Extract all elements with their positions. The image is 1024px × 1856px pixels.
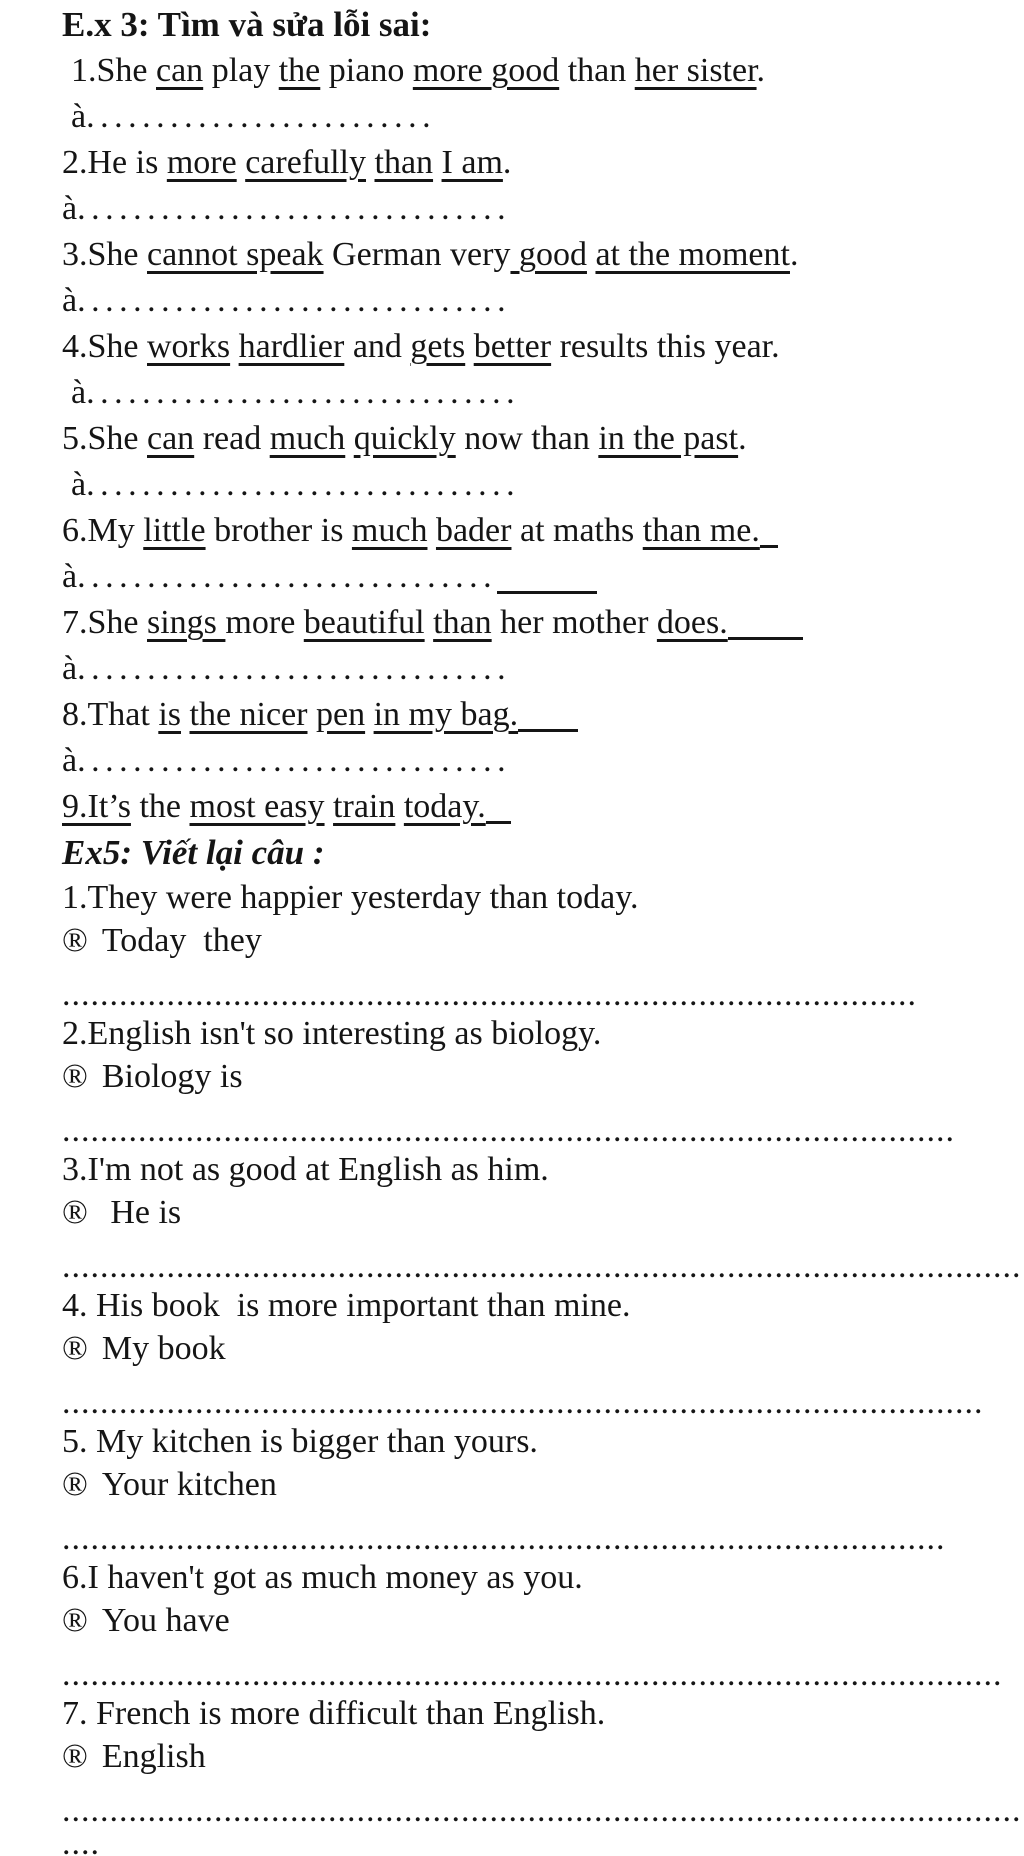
rewrite-start-text: Today they bbox=[101, 922, 262, 959]
underlined-error-word: much bbox=[269, 420, 346, 457]
ex3-sentence bbox=[62, 232, 1024, 278]
answer-dots: .............................................................................................. bbox=[62, 1114, 955, 1148]
arrow-char: à bbox=[62, 650, 78, 687]
sentence-text: German very bbox=[323, 236, 511, 273]
sentence-text: more bbox=[225, 604, 304, 641]
underlined-error-word: pen bbox=[316, 696, 366, 733]
sentence-text: and bbox=[344, 328, 411, 365]
ex5-sentence: 7. French is more difficult than English. bbox=[62, 1695, 606, 1732]
sentence-text: piano bbox=[320, 52, 413, 89]
ex3-sentence bbox=[62, 48, 1024, 94]
underlined-error-word: much bbox=[351, 512, 428, 549]
ex5-sentence: 4. His book is more important than mine. bbox=[62, 1287, 631, 1324]
ex3-answer-line bbox=[62, 554, 1024, 600]
sentence-text: 6.My bbox=[62, 512, 144, 549]
arrow-char: à bbox=[71, 98, 87, 135]
underlined-error-word: can bbox=[147, 420, 195, 457]
arrow-char: à bbox=[62, 742, 78, 779]
ex5-sentence: 2.English isn't so interesting as biology. bbox=[62, 1015, 602, 1052]
underlined-error-word: cannot speak bbox=[147, 236, 324, 273]
exercise-3-body bbox=[62, 48, 1024, 830]
ex3-sentence bbox=[62, 416, 1024, 462]
ex3-sentence bbox=[62, 600, 1024, 646]
rewrite-start-text: English bbox=[101, 1738, 206, 1775]
sentence-text bbox=[433, 144, 442, 181]
sentence-text: brother is bbox=[205, 512, 352, 549]
underlined-error-word: gets bbox=[410, 328, 466, 365]
answer-dotted-line bbox=[62, 1250, 1024, 1284]
sentence-text bbox=[427, 512, 436, 549]
sentence-text: read bbox=[194, 420, 270, 457]
ex3-sentence bbox=[62, 508, 1024, 554]
answer-dots: ................................................................................................... bbox=[62, 1658, 1003, 1692]
rewrite-start-text: Biology is bbox=[101, 1058, 243, 1095]
answer-dotted-line bbox=[62, 1794, 1024, 1828]
ex5-sentence: 6.I haven't got as much money as you. bbox=[62, 1559, 583, 1596]
ex3-sentence bbox=[62, 324, 1024, 370]
underlined-error-word: than bbox=[433, 604, 492, 641]
ex5-item bbox=[62, 1012, 1024, 1148]
blank-underline bbox=[486, 817, 511, 824]
underlined-error-word: than me. bbox=[642, 512, 760, 549]
sentence-text: . bbox=[756, 52, 766, 89]
sentence-text: 5.She bbox=[62, 420, 147, 457]
answer-dots: ................................................................................................. bbox=[62, 1386, 984, 1420]
underlined-error-word: is bbox=[158, 696, 181, 733]
ex5-rewrite-line bbox=[62, 1327, 1024, 1370]
arrow-char: à bbox=[62, 558, 78, 595]
ex5-rewrite-line bbox=[62, 1735, 1024, 1778]
arrow-char: ® bbox=[62, 1602, 88, 1639]
underlined-error-word: today. bbox=[403, 788, 486, 825]
answer-dotted-line bbox=[62, 978, 1024, 1012]
underlined-error-word: can bbox=[156, 52, 204, 89]
underlined-error-word: her sister bbox=[634, 52, 757, 89]
underlined-error-word: more good bbox=[412, 52, 560, 89]
underlined-error-word: most easy bbox=[189, 788, 325, 825]
underlined-error-word: more bbox=[166, 144, 237, 181]
underlined-error-word: I am bbox=[441, 144, 503, 181]
answer-dotted-line bbox=[62, 1658, 1024, 1692]
answer-dots: ............................................................................................. bbox=[62, 1522, 946, 1556]
underlined-error-word: the nicer bbox=[189, 696, 308, 733]
blank-underline bbox=[728, 633, 803, 640]
underlined-error-word: little bbox=[143, 512, 206, 549]
underlined-error-word: good bbox=[510, 236, 587, 273]
sentence-text: 4.She bbox=[62, 328, 147, 365]
ex3-sentence bbox=[62, 140, 1024, 186]
sentence-text bbox=[345, 420, 354, 457]
arrow-char: à bbox=[71, 466, 87, 503]
sentence-text: the bbox=[130, 788, 190, 825]
answer-dots: .......................................................................................... bbox=[62, 978, 917, 1012]
answer-dots: ..................................................................................................... bbox=[62, 1794, 1022, 1828]
answer-dots: ............................... bbox=[77, 282, 512, 319]
arrow-char: à bbox=[62, 190, 78, 227]
ex3-answer-line bbox=[62, 738, 1024, 784]
blank-underline bbox=[760, 541, 778, 548]
underlined-error-word: the bbox=[278, 52, 321, 89]
ex3-answer-line bbox=[62, 370, 1024, 416]
sentence-text: results this year. bbox=[551, 328, 780, 365]
answer-dots: ......................... bbox=[86, 98, 437, 135]
sentence-text bbox=[230, 328, 239, 365]
ex3-answer-line bbox=[62, 462, 1024, 508]
arrow-char: ® bbox=[62, 1738, 88, 1775]
sentence-text bbox=[237, 144, 246, 181]
arrow-char: à bbox=[71, 374, 87, 411]
rewrite-start-text: He is bbox=[101, 1194, 182, 1231]
sentence-text: . bbox=[789, 236, 799, 273]
sentence-text bbox=[325, 788, 334, 825]
sentence-text: her mother bbox=[491, 604, 657, 641]
sentence-text bbox=[365, 696, 374, 733]
exercise-3-section bbox=[62, 2, 1024, 830]
rewrite-start-text: My book bbox=[101, 1330, 226, 1367]
ex3-answer-line bbox=[62, 278, 1024, 324]
underlined-error-word: in my bag. bbox=[373, 696, 519, 733]
sentence-text bbox=[425, 604, 434, 641]
exercise-3-title: E.x 3: Tìm và sửa lỗi sai: bbox=[62, 5, 432, 44]
underlined-error-word: bader bbox=[435, 512, 512, 549]
exercise-5-body bbox=[62, 876, 1024, 1828]
rewrite-start-text: You have bbox=[101, 1602, 230, 1639]
sentence-text: . bbox=[502, 144, 512, 181]
underlined-error-word: in the past bbox=[598, 420, 739, 457]
sentence-text: . bbox=[738, 420, 747, 457]
sentence-text: 3.She bbox=[62, 236, 147, 273]
underlined-error-word: train bbox=[333, 788, 396, 825]
ex5-item bbox=[62, 876, 1024, 1012]
underlined-error-word: works bbox=[147, 328, 231, 365]
sentence-text: 1.She bbox=[71, 52, 156, 89]
ex5-sentence: 1.They were happier yesterday than today. bbox=[62, 879, 639, 916]
arrow-char: à bbox=[62, 282, 78, 319]
underlined-error-word: better bbox=[473, 328, 552, 365]
answer-dots: ............................... bbox=[77, 650, 512, 687]
sentence-text bbox=[308, 696, 317, 733]
arrow-char: ® bbox=[62, 1058, 88, 1095]
answer-dots: ............................... bbox=[77, 742, 512, 779]
answer-dots: ............................... bbox=[86, 466, 521, 503]
ex5-rewrite-line bbox=[62, 1463, 1024, 1506]
answer-dots: ............................... bbox=[86, 374, 521, 411]
blank-underline bbox=[518, 725, 578, 732]
ex5-item bbox=[62, 1148, 1024, 1284]
underlined-error-word: does. bbox=[656, 604, 728, 641]
answer-dots: .............................. bbox=[77, 558, 498, 595]
arrow-char: ® bbox=[62, 1194, 88, 1231]
answer-dotted-line bbox=[62, 1114, 1024, 1148]
ex5-item bbox=[62, 1692, 1024, 1828]
underlined-error-word: beautiful bbox=[303, 604, 425, 641]
sentence-text: now than bbox=[455, 420, 599, 457]
ex3-answer-line bbox=[62, 646, 1024, 692]
sentence-text: 8.That bbox=[62, 696, 159, 733]
ex5-sentence: 3.I'm not as good at English as him. bbox=[62, 1151, 549, 1188]
blank-underline bbox=[497, 587, 597, 594]
sentence-text bbox=[181, 696, 190, 733]
exercise-5-title: Ex5: Viết lại câu : bbox=[62, 833, 325, 872]
sentence-text: play bbox=[203, 52, 279, 89]
underlined-error-word: sings bbox=[147, 604, 226, 641]
underlined-error-word: carefully bbox=[245, 144, 366, 181]
sentence-text bbox=[465, 328, 474, 365]
answer-dotted-line bbox=[62, 1386, 1024, 1420]
ex5-item bbox=[62, 1284, 1024, 1420]
ex5-rewrite-line bbox=[62, 919, 1024, 962]
sentence-text: at maths bbox=[511, 512, 643, 549]
underlined-error-word: 9.It’s bbox=[62, 788, 131, 825]
ex5-rewrite-line bbox=[62, 1055, 1024, 1098]
ex3-answer-line bbox=[62, 186, 1024, 232]
arrow-char: ® bbox=[62, 1330, 88, 1367]
ex5-rewrite-line bbox=[62, 1599, 1024, 1642]
underlined-error-word: at the moment bbox=[595, 236, 790, 273]
ex5-item bbox=[62, 1420, 1024, 1556]
answer-dots: ............................... bbox=[77, 190, 512, 227]
arrow-char: ® bbox=[62, 1466, 88, 1503]
underlined-error-word: hardlier bbox=[238, 328, 345, 365]
sentence-text: 2.He is bbox=[62, 144, 167, 181]
answer-dotted-line bbox=[62, 1522, 1024, 1556]
underlined-error-word: than bbox=[374, 144, 434, 181]
answer-dots: ..................................................................................................... bbox=[62, 1250, 1022, 1284]
ex5-sentence: 5. My kitchen is bigger than yours. bbox=[62, 1423, 538, 1460]
ex5-rewrite-line bbox=[62, 1191, 1024, 1234]
trailing-dots: .... bbox=[62, 1832, 100, 1856]
ex3-answer-line bbox=[62, 94, 1024, 140]
sentence-text: than bbox=[559, 52, 635, 89]
underlined-error-word: quickly bbox=[353, 420, 456, 457]
ex3-sentence bbox=[62, 692, 1024, 738]
sentence-text bbox=[366, 144, 375, 181]
sentence-text bbox=[395, 788, 404, 825]
rewrite-start-text: Your kitchen bbox=[101, 1466, 277, 1503]
exercise-5-section bbox=[62, 830, 1024, 1856]
ex5-item bbox=[62, 1556, 1024, 1692]
arrow-char: ® bbox=[62, 922, 88, 959]
sentence-text: 7.She bbox=[62, 604, 147, 641]
ex3-sentence bbox=[62, 784, 1024, 830]
